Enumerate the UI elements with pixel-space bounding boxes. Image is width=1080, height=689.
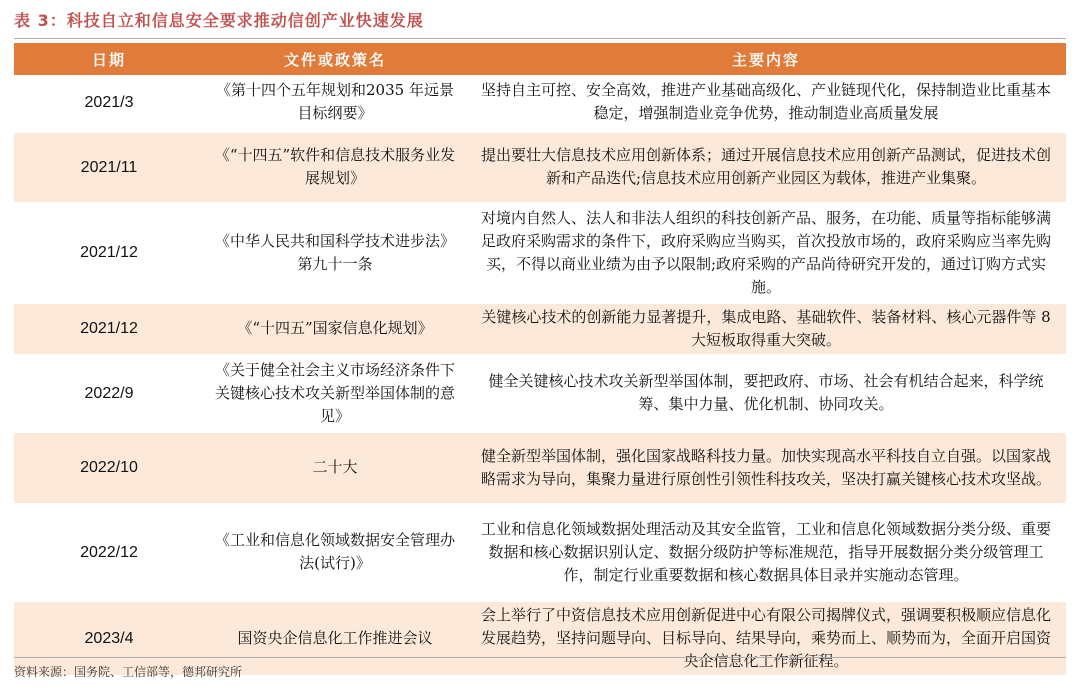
- header-date: 日期: [14, 43, 204, 75]
- table-row: [14, 355, 1066, 431]
- row-document: 《中华人民共和国科学技术进步法》第九十一条: [204, 203, 466, 302]
- row-document: 《第十四个五年规划和2035 年远景目标纲要》: [204, 75, 466, 131]
- header-document: 文件或政策名: [204, 43, 466, 75]
- row-date: 2022/10: [14, 431, 204, 504]
- row-content: 坚持自主可控、安全高效，推进产业基础高级化、产业链现代化，保持制造业比重基本稳定，增强制造业竞争优势，推动制造业高质量发展: [466, 75, 1066, 131]
- row-date: 2021/11: [14, 131, 204, 203]
- row-document: 二十大: [204, 431, 466, 504]
- source-note: 资料来源：国务院、工信部等，德邦研究所: [14, 665, 243, 679]
- row-document: 国资央企信息化工作推进会议: [204, 600, 466, 676]
- table-header-row: [14, 43, 1066, 75]
- header-content: 主要内容: [466, 43, 1066, 75]
- row-date: 2022/9: [14, 355, 204, 431]
- table-row: [14, 203, 1066, 302]
- row-document: 《“十四五”国家信息化规划》: [204, 302, 466, 355]
- row-content: 提出要壮大信息技术应用创新体系；通过开展信息技术应用创新产品测试，促进技术创新和产品迭代;信息技术应用创新产业园区为载体，推进产业集聚。: [466, 131, 1066, 203]
- row-date: 2021/12: [14, 203, 204, 302]
- row-content: 健全新型举国体制，强化国家战略科技力量。加快实现高水平科技自立自强。以国家战略需求为导向，集聚力量进行原创性引领性科技攻关，坚决打赢关键核心技术攻坚战。: [466, 431, 1066, 504]
- row-date: 2021/12: [14, 302, 204, 355]
- row-date: 2023/4: [14, 600, 204, 676]
- row-content: 对境内自然人、法人和非法人组织的科技创新产品、服务，在功能、质量等指标能够满足政府采购需求的条件下，政府采购应当购买，首次投放市场的，政府采购应当率先购买，不得以商业业绩为由予以限制;政府采购的产品尚待研究开发的，通过订购方式实施。: [466, 203, 1066, 302]
- table-row: [14, 431, 1066, 504]
- row-document: 《工业和信息化领域数据安全管理办法(试行)》: [204, 504, 466, 600]
- row-content: 健全关键核心技术攻关新型举国体制，要把政府、市场、社会有机结合起来，科学统筹、集中力量、优化机制、协同攻关。: [466, 355, 1066, 431]
- title-divider: [14, 38, 1066, 39]
- row-content: 工业和信息化领域数据处理活动及其安全监管，工业和信息化领域数据分类分级、重要数据和核心数据识别认定、数据分级防护等标准规范，指导开展数据分类分级管理工作，制定行业重要数据和核心数据具体目录并实施动态管理。: [466, 504, 1066, 600]
- table-row: [14, 504, 1066, 600]
- row-document: 《“十四五”软件和信息技术服务业发展规划》: [204, 131, 466, 203]
- table-row: [14, 302, 1066, 355]
- row-date: 2021/3: [14, 75, 204, 131]
- row-content: 关键核心技术的创新能力显著提升，集成电路、基础软件、装备材料、核心元器件等 8 大短板取得重大突破。: [466, 302, 1066, 355]
- table-row: [14, 131, 1066, 203]
- row-document: 《关于健全社会主义市场经济条件下关键核心技术攻关新型举国体制的意见》: [204, 355, 466, 431]
- row-content: 会上举行了中资信息技术应用创新促进中心有限公司揭牌仪式，强调要积极顺应信息化发展趋势，坚持问题导向、目标导向、结果导向，乘势而上、顺势而为，全面开启国资央企信息化工作新征程。: [466, 600, 1066, 676]
- table-title: 表 3：科技自立和信息安全要求推动信创产业快速发展: [14, 11, 424, 30]
- table-row: [14, 75, 1066, 131]
- policy-table: [14, 43, 1066, 678]
- row-date: 2022/12: [14, 504, 204, 600]
- bottom-divider: [14, 657, 1066, 658]
